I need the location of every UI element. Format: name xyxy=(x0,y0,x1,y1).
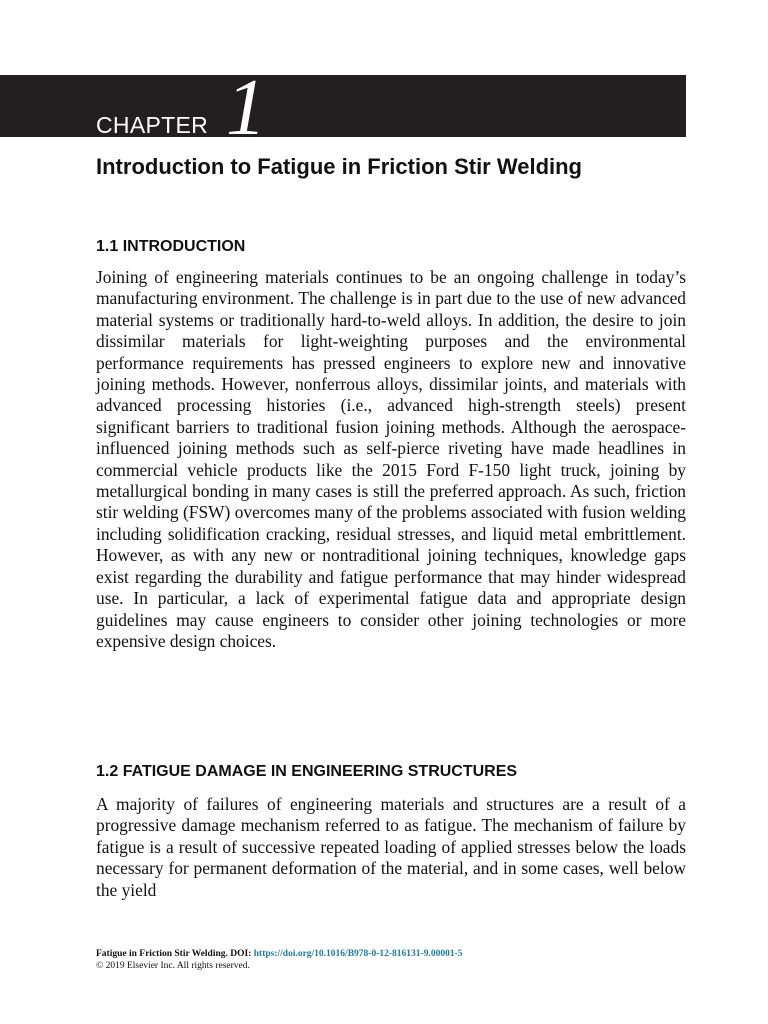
chapter-title: Introduction to Fatigue in Friction Stir Welding xyxy=(96,154,582,179)
chapter-number: 1 xyxy=(226,64,266,152)
section-body-fatigue-damage: A majority of failures of engineering materials and structures are a result of a progressive damage mechanism referred to as fatigue. The mechanism of failure by fatigue is a result of successive repeated loading of applied stresses below the loads necessary for permanent deformation of the material, and in some cases, well below the yield xyxy=(96,794,686,900)
section-heading-fatigue-damage: 1.2 FATIGUE DAMAGE IN ENGINEERING STRUCTURES xyxy=(96,763,518,780)
footer-copyright: © 2019 Elsevier Inc. All rights reserved. xyxy=(96,961,250,971)
footer-book-title: Fatigue in Friction Stir Welding. xyxy=(96,949,228,959)
section-body-introduction: Joining of engineering materials continues to be an ongoing challenge in today’s manufacturing environment. The challenge is in part due to the use of new advanced material systems or traditionally hard-to-weld alloys. In addition, the desire to join dissimilar materials for light-weighting purposes and the environmental performance requirements has pressed engineers to explore new and innovative joining methods. However, nonferrous alloys, dissimilar joints, and materials with advanced processing histories (i.e., advanced high-strength steels) present significant barriers to traditional fusion joining methods. Although the aerospace-influenced joining methods such as self-pierce riveting have made headlines in commercial vehicle products like the 2015 Ford F-150 light truck, joining by metallurgical bonding in many cases is still the preferred approach. As such, friction stir welding (FSW) overcomes many of the problems associated with fusion welding including solidification cracking, residual stresses, and liquid metal embrittlement. However, as with any new or nontraditional joining techniques, knowledge gaps exist regarding the durability and fatigue performance that may hinder widespread use. In particular, a lack of experimental fatigue data and appropriate design guidelines may cause engineers to consider other joining technologies or more expensive design choices. xyxy=(96,267,686,651)
chapter-label: CHAPTER xyxy=(96,112,209,138)
page-footer xyxy=(96,948,462,972)
footer-doi-label: DOI: xyxy=(230,949,252,959)
doi-link[interactable]: https://doi.org/10.1016/B978-0-12-816131-9.00001-5 xyxy=(253,949,463,959)
section-heading-introduction: 1.1 INTRODUCTION xyxy=(96,238,246,255)
footer-citation-line xyxy=(96,948,462,960)
